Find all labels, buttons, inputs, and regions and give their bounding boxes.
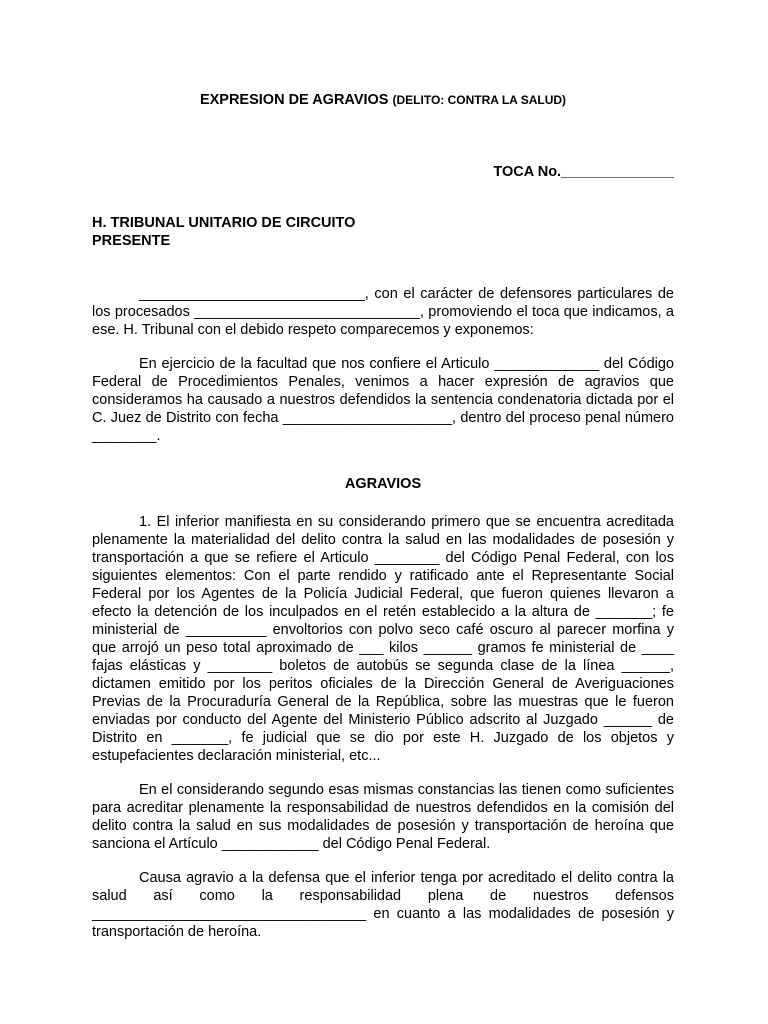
paragraph-5: Causa agravio a la defensa que el inferior tenga por acreditado el delito contra la salud así como la responsabilidad plena de nuestros defensos __________________________________ en cuanto a las modalidades de posesión y transportación de heroína. [92, 870, 674, 940]
paragraph-4: En el considerando segundo esas mismas constancias las tienen como suficientes para acreditar plenamente la responsabilidad de nuestros defendidos en la comisión del delito contra la salud en sus modalidades de posesión y transportación de heroína que sanciona el Artículo ____________ del Código Penal Federal. [92, 782, 674, 852]
toca-number: TOCA No.______________ [493, 164, 674, 180]
document-body [92, 285, 674, 957]
section-heading: AGRAVIOS [344, 476, 422, 492]
paragraph-3: 1. El inferior manifiesta en su considerando primero que se encuentra acreditada plenamente la materialidad del delito contra la salud en las modalidades de posesión y transportación a que se refiere el Articulo ________ del Código Penal Federal, con los siguientes elementos: Con el parte rendido y ratificado ante el Representante Social Federal por los Agentes de la Policía Judicial Federal, que fueron quienes llevaron a efecto la detención de los inculpados en el retén establecido a la altura de _______; fe ministerial de __________ envoltorios con polvo seco café oscuro al parecer morfina y que arrojó un peso total aproximado de ___ kilos ______ gramos fe ministerial de ____ fajas elásticas y ________ boletos de autobús se segunda clase de la línea ______, dictamen emitido por los peritos oficiales de la Dirección General de Averiguaciones Previas de la Procuraduría General de la República, sobre las muestras que le fueron enviadas por conducto del Agente del Ministerio Público adscrito al Juzgado ______ de Distrito en _______, fe judicial que se dio por este H. Juzgado de los objetos y estupefacientes declaración ministerial, etc... [92, 514, 674, 764]
document-title [92, 90, 674, 110]
addressee-line-2: PRESENTE [92, 233, 171, 249]
intro-paragraph: ____________________________, con el carácter de defensores particulares de los procesados ____________________________, promoviendo el toca que indicamos, a ese. H. Tribunal con el debido respeto comparecemos y exponemos: [92, 286, 674, 338]
document-title-sub: (DELITO: CONTRA LA SALUD) [392, 93, 567, 107]
document-title-main: EXPRESION DE AGRAVIOS [199, 92, 393, 108]
addressee-line-1: H. TRIBUNAL UNITARIO DE CIRCUITO [92, 215, 356, 231]
paragraph-2: En ejercicio de la facultad que nos confiere el Articulo _____________ del Código Federal de Procedimientos Penales, venimos a hacer expresión de agravios que consideramos ha causado a nuestros defendidos la sentencia condenatoria dictada por el C. Juez de Distrito con fecha _____________________, dentro del proceso penal número ________. [92, 356, 674, 444]
addressee-block [92, 214, 674, 250]
